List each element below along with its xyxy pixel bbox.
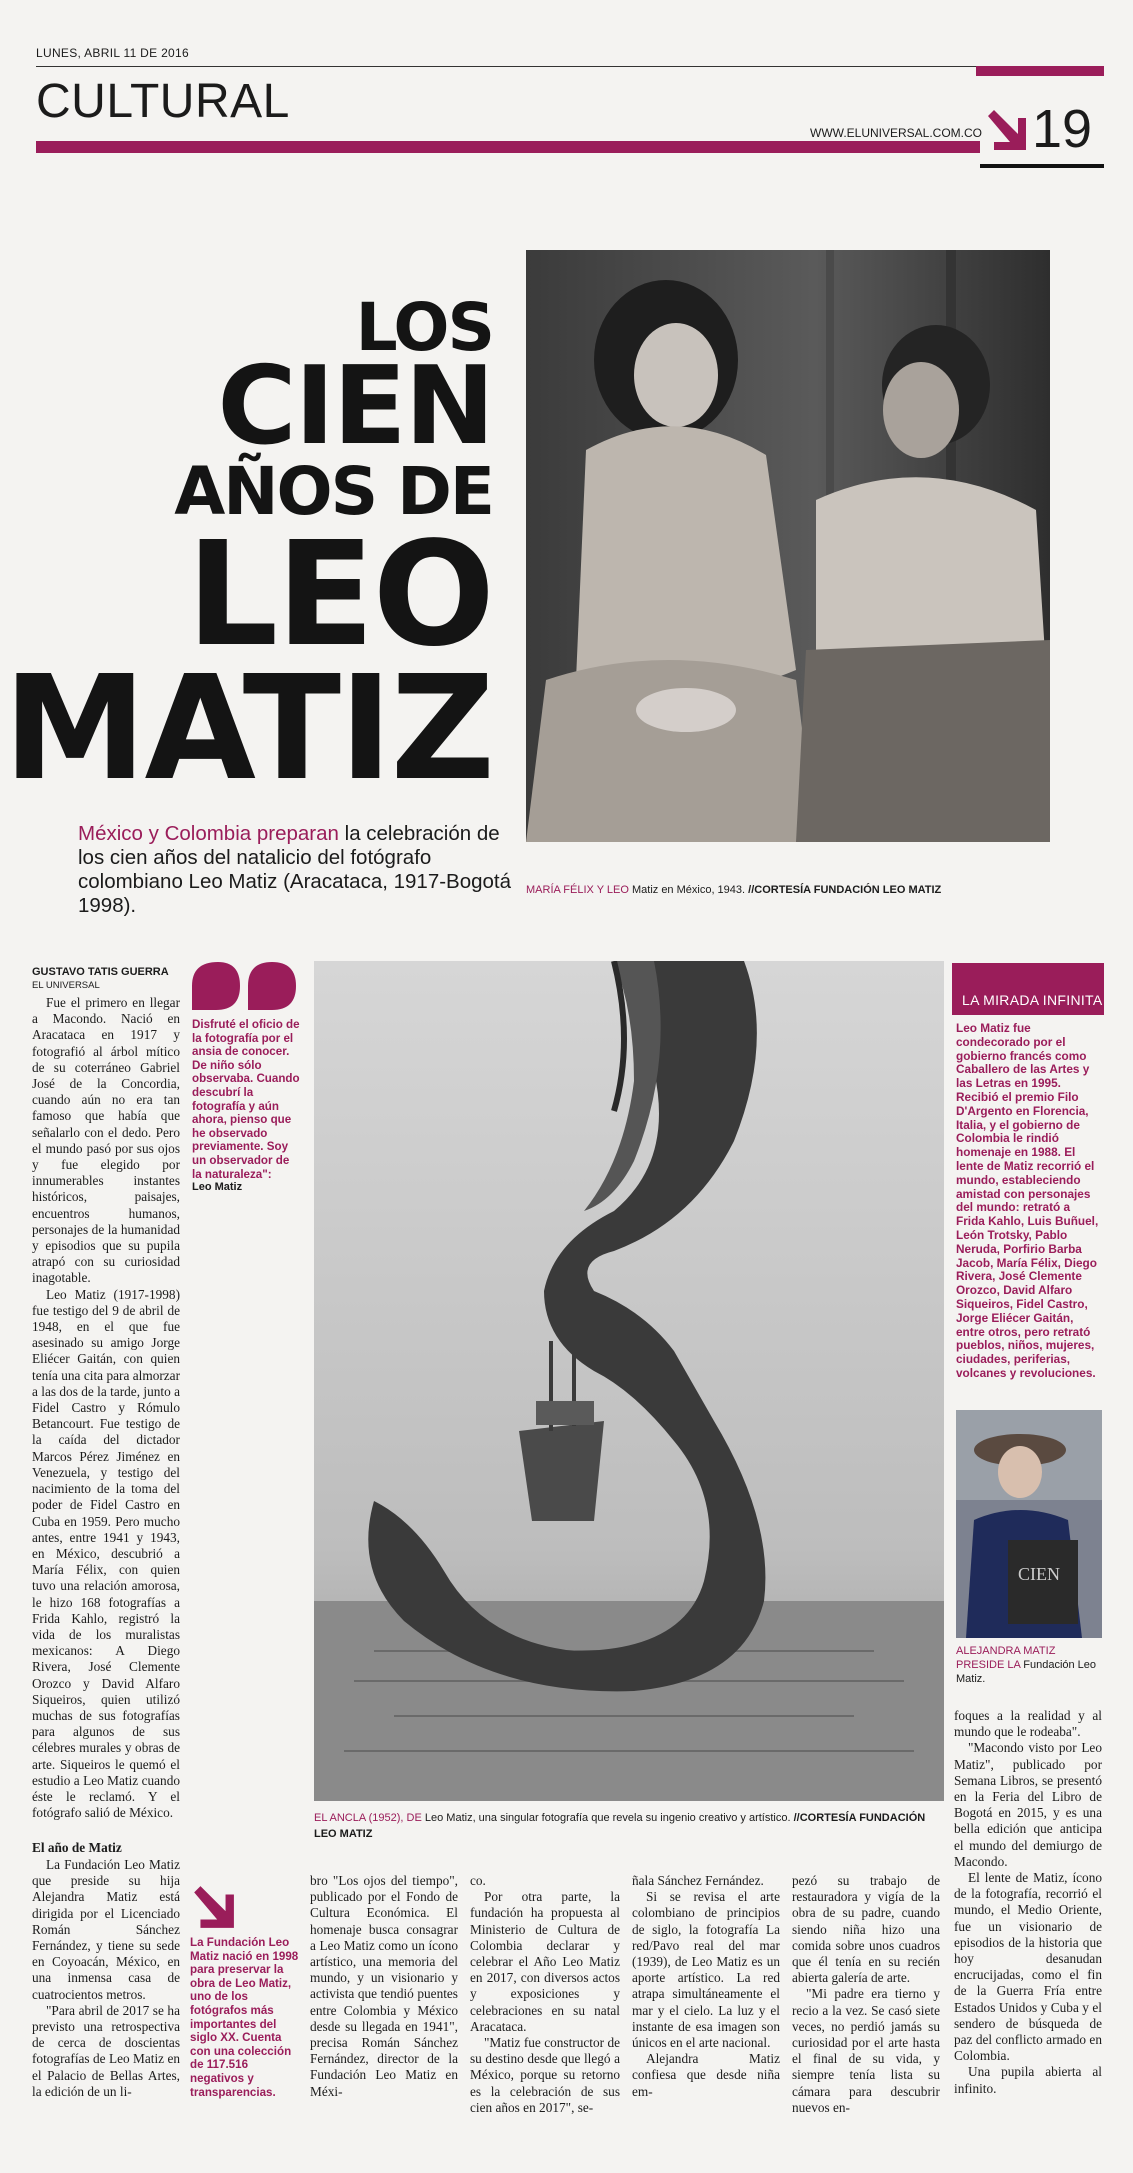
- headline-line-1: LOS: [355, 289, 493, 366]
- deck-lead: México y Colombia preparan: [78, 822, 339, 845]
- sidebar-title: LA MIRADA INFINITA: [962, 992, 1103, 1008]
- svg-text:CIEN: CIEN: [1018, 1564, 1060, 1584]
- caption-text: Matiz en México, 1943.: [628, 884, 746, 896]
- paragraph: "Mi padre era tierno y recio a la vez. Se casó siete veces, no perdió jamás su curiosidad por el arte hasta el final de su vida, y siempre tenía lista su cámara para descubrir nuevos en-: [792, 1986, 940, 2115]
- header-accent-bar: [976, 66, 1104, 76]
- paragraph: Si se revisa el arte colombiano de principios de siglo, la fotografía La red/Pavo real del mar (1939), de Leo Matiz es un aporte artístico. La red atrapa simultáneamente el mar y el cielo. La luz y el instante de esa imagen son únicos en el arte nacional.: [632, 1889, 780, 2051]
- deck-text: la celebración de los cien años del natalicio del fotógrafo colombiano Leo Matiz (Aracataca, 1917-Bogotá 1998).: [78, 822, 512, 917]
- header-accent-bar-bottom: [36, 141, 980, 153]
- caption-lead: ALEJANDRA MATIZ PRESIDE LA: [956, 1645, 1056, 1671]
- paragraph: La Fundación Leo Matiz que preside su hija Alejandra Matiz está dirigida por el Licenciado Román Sánchez Fernández, y tiene su sede en Coyoacán, México, en una inmensa casa de cuatrocientos metros.: [32, 1857, 180, 2002]
- caption-credit: //CORTESÍA FUNDACIÓN LEO MATIZ: [314, 1812, 926, 1840]
- caption-text: Leo Matiz, una singular fotografía que revela su ingenio creativo y artístico.: [421, 1812, 791, 1824]
- deck: [78, 822, 518, 918]
- article-column-1b: [32, 1857, 180, 2127]
- article-column-1: [32, 995, 180, 1825]
- paragraph: "Macondo visto por Leo Matiz", publicado por Semana Libros, se presentó en la Feria del Libro de Bogotá en 2015, y es una bella edición que anticipa el mundo del demiurgo de Macondo.: [954, 1740, 1102, 1869]
- top-photo-caption: [526, 884, 941, 896]
- pull-quote: Disfruté el oficio de la fotografía por el ansia de conocer. De niño sólo observaba. Cuando descubrí la fotografía y aún ahora, pienso que he observado previamente. Soy un observador de la naturaleza":: [192, 1018, 300, 1181]
- caption-lead: MARÍA FÉLIX Y LEO: [526, 884, 629, 896]
- header-rule: [36, 66, 1104, 67]
- author-name: GUSTAVO TATIS GUERRA: [32, 966, 169, 978]
- headline-line-3: AÑOS DE: [174, 453, 493, 530]
- section-title: CULTURAL: [36, 75, 290, 128]
- author-affiliation: EL UNIVERSAL: [32, 980, 100, 991]
- paragraph: foques a la realidad y al mundo que le rodeaba".: [954, 1708, 1102, 1740]
- paragraph: co.: [470, 1873, 486, 1888]
- sidebar-text: Leo Matiz fue condecorado por el gobierno francés como Caballero de las Artes y las Letras en 1995. Recibió el premio Filo D'Argento en Florencia, Italia, y el gobierno de Colombia le rindió homenaje en 1988. El lente de Matiz recorrió el mundo, estableciendo amistad con personajes del mundo: retrató a Frida Kahlo, Luis Buñuel, León Trotsky, Pablo Neruda, Porfirio Barba Jacob, María Félix, Diego Rivera, José Clemente Orozco, David Alfaro Siqueiros, Fidel Castro, Jorge Eliécer Gaitán, entre otros, pero retrató pueblos, niños, mujeres, ciudades, periferias, volcanes y revoluciones.: [956, 1021, 1099, 1380]
- article-column-7: [954, 1708, 1102, 2128]
- hook-photo-caption: [314, 1810, 944, 1842]
- article-column-4: [470, 1873, 620, 2127]
- photo-el-ancla: [314, 961, 944, 1801]
- paragraph: El lente de Matiz, ícono de la fotografía, recorrió el mundo, el Medio Oriente, fue un visionario de episodios de la historia que hoy desanudan encrucijadas, como el fin de la Guerra Fría entre Estados Unidos y Cuba y el sendero de búsqueda de paz del conflicto armado en Colombia.: [954, 1870, 1102, 2064]
- arrow-down-right-icon: [984, 108, 1028, 152]
- photo-alejandra-matiz: [956, 1410, 1102, 1638]
- quote-marks-icon: [192, 962, 296, 1010]
- photo-maria-felix-leo-matiz: [526, 250, 1050, 842]
- foundation-note: La Fundación Leo Matiz nació en 1998 para preservar la obra de Leo Matiz, uno de los fotógrafos más importantes del siglo XX. Cuenta con una colección de 117.516 negativos y transparencias.: [190, 1936, 299, 2099]
- portrait-caption: [956, 1644, 1102, 1686]
- page-number: 19: [1032, 99, 1093, 159]
- site-url[interactable]: WWW.ELUNIVERSAL.COM.CO: [810, 126, 983, 140]
- headline-line-5: MATIZ: [3, 644, 493, 812]
- pull-quote-author: Leo Matiz: [192, 1181, 243, 1193]
- paragraph: Por otra parte, la fundación ha propuesta al Ministerio de Cultura de Colombia declarar y celebrar el Año Leo Matiz en 2017, con diversos actos y exposiciones y celebraciones en su natal Aracataca.: [470, 1889, 620, 2034]
- paragraph: "Matiz fue constructor de su destino desde que llegó a México, porque su retorno es la celebración de sus cien años en 2017", se-: [470, 2035, 620, 2115]
- article-column-3: [310, 1873, 458, 2127]
- arrow-down-right-icon: [190, 1884, 236, 1930]
- paragraph: Fue el primero en llegar a Macondo. Nació en Aracataca en 1917 y fotografió al árbol mítico de su coterráneo Gabriel José de la Concordia, cuando aún no era tan famoso que había que señalarlo con el dedo. Pero el mundo pasó por sus ojos y fue elegido por innumerables instantes históricos, paisajes, encuentros humanos, personajes de la humanidad y episodios que su pupila atrapó con su curiosidad inagotable.: [32, 995, 180, 1286]
- paragraph: Leo Matiz (1917-1998) fue testigo del 9 de abril de 1948, en el que fue asesinado su amigo Jorge Eliécer Gaitán, con quien tenía una cita para almorzar a las dos de la tarde, junto a Fidel Castro y Rómulo Betancourt. Fue testigo de la caída del dictador Marcos Pérez Jiménez en Venezuela, y testigo del nacimiento de la toma del poder de Fidel Castro en Cuba en 1959. Pero mucho antes, entre 1941 y 1943, en México, descubrió a María Félix, con quien tuvo una relación amorosa, le hizo 168 fotografías a Frida Kahlo, registró la vida de los muralistas mexicanos: A Diego Rivera, José Clemente Orozco y David Alfaro Siqueiros, quien utilizó muchas de sus fotografías para algunos de sus célebres murales y obras de arte. Siqueiros le quemó el estudio a Leo Matiz cuando éste le reclamó. Y el fotógrafo salió de México.: [32, 1286, 180, 1821]
- article-column-5: [632, 1873, 780, 2127]
- date-line: LUNES, ABRIL 11 DE 2016: [36, 46, 189, 60]
- caption-credit: //CORTESÍA FUNDACIÓN LEO MATIZ: [745, 884, 942, 896]
- subhead: El año de Matiz: [32, 1840, 122, 1855]
- headline-line-2: CIEN: [217, 344, 493, 469]
- paragraph: Alejandra Matiz confiesa que desde niña em-: [632, 2051, 780, 2099]
- caption-text: Fundación Leo Matiz.: [956, 1659, 1097, 1685]
- paragraph: pezó su trabajo de restauradora y vigía de la obra de su padre, cuando siendo niña hizo una comida sobre unos cuadros que él tenía en su recién abierta galería de arte.: [792, 1873, 940, 1986]
- article-column-6: [792, 1873, 940, 2127]
- paragraph: bro "Los ojos del tiempo", publicado por el Fondo de Cultura Económica. El homenaje busca consagrar a Leo Matiz como un ícono artístico, una memoria del mundo, y un visionario y activista que tendió puentes entre Colombia y México desde su llegada en 1941", precisa Román Sánchez Fernández, director de la Fundación Leo Matiz en Méxi-: [310, 1873, 458, 2099]
- paragraph: Una pupila abierta al infinito.: [954, 2064, 1102, 2096]
- paragraph: ñala Sánchez Fernández.: [632, 1873, 764, 1888]
- caption-lead: EL ANCLA (1952), DE: [314, 1812, 422, 1824]
- headline-line-4: LEO: [186, 510, 493, 678]
- paragraph: "Para abril de 2017 se ha previsto una retrospectiva de cerca de doscientas fotografías de Leo Matiz en el Palacio de Bellas Artes, la edición de un li-: [32, 2002, 180, 2099]
